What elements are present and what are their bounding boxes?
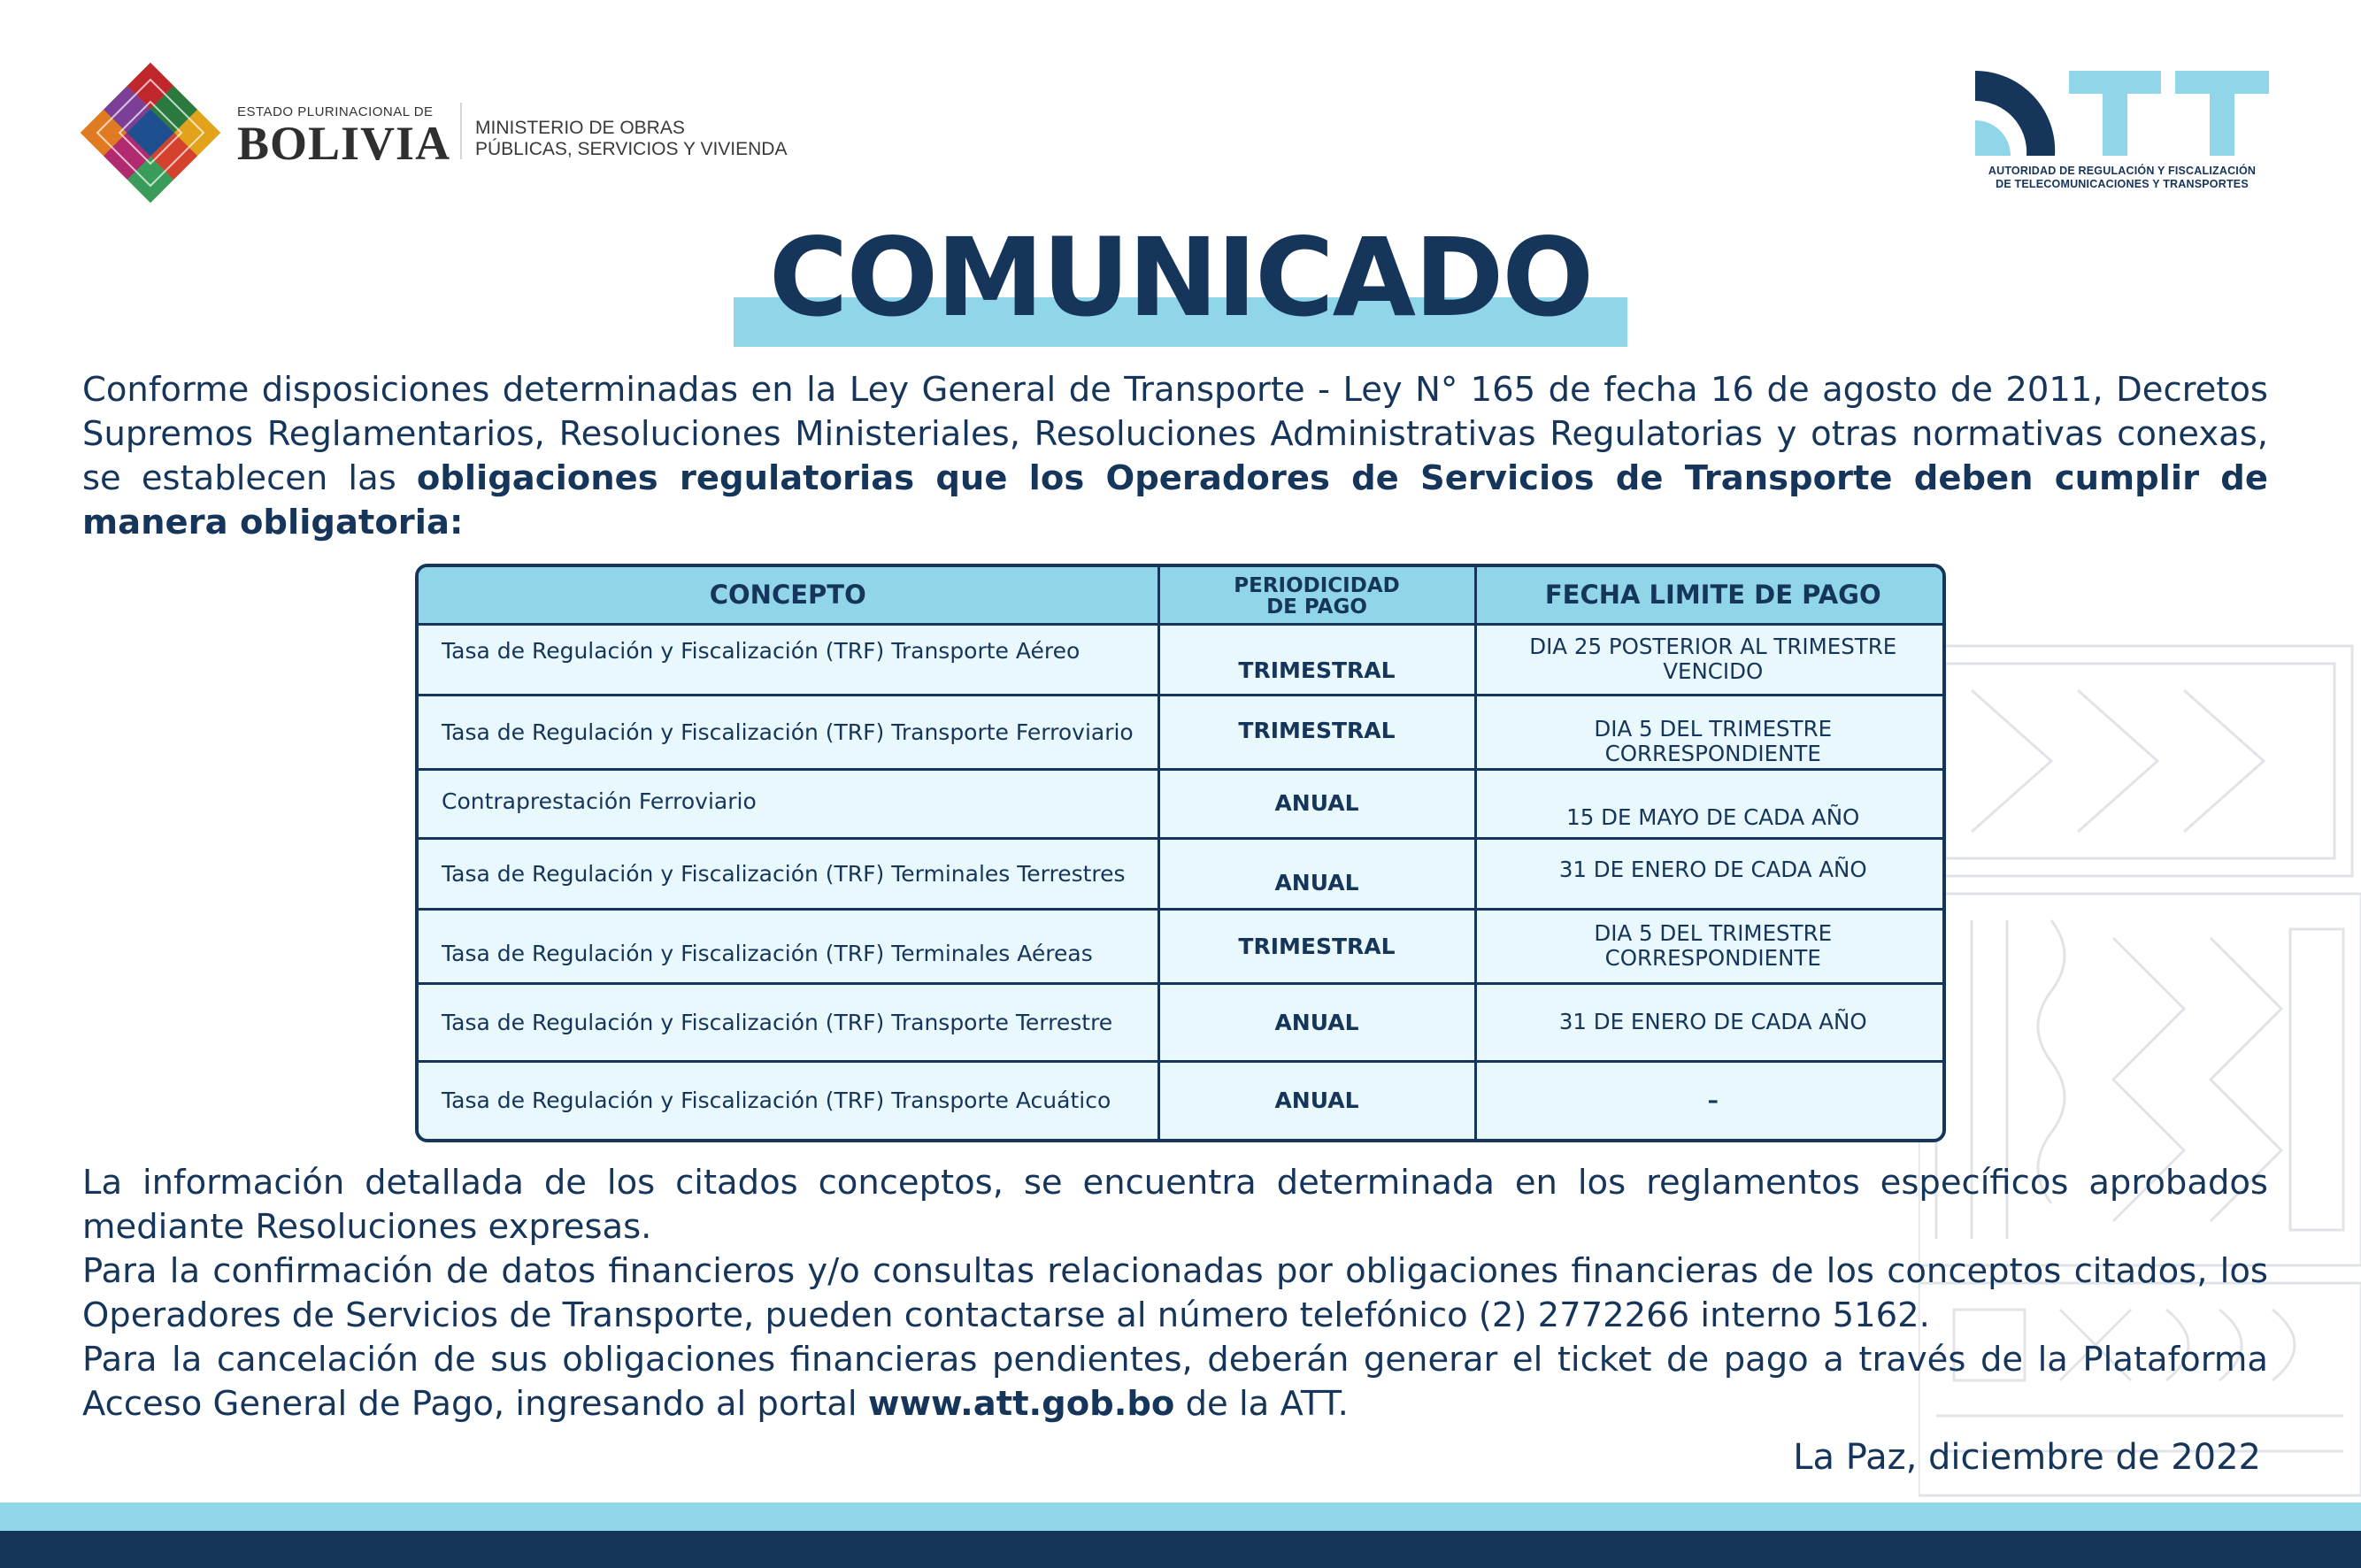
cell-concepto: Tasa de Regulación y Fiscalización (TRF) Terminales Aéreas (419, 909, 1158, 983)
footer-band-dark (0, 1531, 2361, 1568)
body-paragraph-1: La información detallada de los citados conceptos, se encuentra determinada en los reglamentos específicos aprobados mediante Resoluciones expresas. (82, 1163, 2268, 1247)
table-header-row (419, 567, 1946, 624)
att-logo-icon (1975, 71, 2269, 156)
ministerio-label (475, 118, 787, 160)
cell-periodicidad: ANUAL (1158, 838, 1475, 909)
table-row (419, 769, 1946, 838)
footer-band-light (0, 1503, 2361, 1531)
cell-concepto: Tasa de Regulación y Fiscalización (TRF) Transporte Aéreo (419, 624, 1158, 695)
cell-periodicidad: ANUAL (1158, 1061, 1475, 1139)
page-title: COMUNICADO (768, 215, 1593, 341)
cell-fecha: 31 DE ENERO DE CADA AÑO (1475, 838, 1946, 909)
header-fecha: FECHA LIMITE DE PAGO (1475, 567, 1946, 624)
table-row (419, 624, 1946, 695)
att-caption-line-2: DE TELECOMUNICACIONES Y TRANSPORTES (1996, 178, 2249, 190)
cell-periodicidad: ANUAL (1158, 769, 1475, 838)
table-row (419, 909, 1946, 983)
cell-periodicidad: TRIMESTRAL (1158, 695, 1475, 769)
body-paragraph-2: Para la confirmación de datos financieros y/o consultas relacionadas por obligaciones financieras de los conceptos citados, los Operadores de Servicios de Transporte, pueden contactarse al número telefónico (2) 2772266 interno 5162. (82, 1251, 2268, 1335)
bolivia-small-text: ESTADO PLURINACIONAL DE (237, 104, 434, 119)
cell-fecha: DIA 5 DEL TRIMESTRE CORRESPONDIENTE (1475, 695, 1946, 769)
intro-paragraph (82, 368, 2268, 545)
cell-fecha: DIA 25 POSTERIOR AL TRIMESTRE VENCIDO (1475, 624, 1946, 695)
cell-fecha: DIA 5 DEL TRIMESTRE CORRESPONDIENTE (1475, 909, 1946, 983)
intro-bold-text: obligaciones regulatorias que los Operadores de Servicios de Transporte deben cumplir de manera obligatoria: (82, 458, 2268, 542)
cell-periodicidad: TRIMESTRAL (1158, 624, 1475, 695)
att-website-link[interactable]: www.att.gob.bo (867, 1384, 1175, 1424)
cell-concepto: Tasa de Regulación y Fiscalización (TRF) Transporte Acuático (419, 1061, 1158, 1139)
cell-periodicidad: ANUAL (1158, 983, 1475, 1061)
cell-concepto: Tasa de Regulación y Fiscalización (TRF) Transporte Terrestre (419, 983, 1158, 1061)
obligations-table (415, 564, 1946, 1142)
table-row (419, 983, 1946, 1061)
att-caption-line-1: AUTORIDAD DE REGULACIÓN Y FISCALIZACIÓN (1988, 165, 2257, 177)
body-p3-before: Para la cancelación de sus obligaciones financieras pendientes, deberán generar el ticket de pago a través de la Plataforma Acceso General de Pago, ingresando al portal (82, 1340, 2268, 1424)
cell-fecha: 15 DE MAYO DE CADA AÑO (1475, 769, 1946, 838)
cell-concepto: Tasa de Regulación y Fiscalización (TRF) Transporte Ferroviario (419, 695, 1158, 769)
table-row (419, 695, 1946, 769)
cell-fecha: 31 DE ENERO DE CADA AÑO (1475, 983, 1946, 1061)
body-p3-after: de la ATT. (1174, 1384, 1349, 1424)
header-concepto: CONCEPTO (419, 567, 1158, 624)
cell-concepto: Contraprestación Ferroviario (419, 769, 1158, 838)
ministerio-line-1: MINISTERIO DE OBRAS (475, 118, 685, 138)
cell-periodicidad: TRIMESTRAL (1158, 909, 1475, 983)
bolivia-big-text: BOLIVIA (237, 117, 451, 170)
header-divider (460, 103, 462, 159)
intro-normal-text: Conforme disposiciones determinadas en la Ley General de Transporte - Ley N° 165 de fecha 16 de agosto de 2011, Decretos Supremos Reglamentarios, Resoluciones Ministeriales, Resoluciones Administrativas Regulatorias y otras normativas conexas, se establecen las (82, 370, 2268, 498)
table-row (419, 838, 1946, 909)
att-caption (1961, 165, 2283, 191)
header-periodicidad (1158, 567, 1475, 624)
ministerio-line-2: PÚBLICAS, SERVICIOS Y VIVIENDA (475, 139, 788, 159)
cell-fecha: – (1475, 1061, 1946, 1139)
cell-concepto: Tasa de Regulación y Fiscalización (TRF) Terminales Terrestres (419, 838, 1158, 909)
place-date: La Paz, diciembre de 2022 (1793, 1437, 2261, 1478)
body-paragraph-3 (82, 1338, 2268, 1426)
header-periodicidad-line-2: DE PAGO (1266, 596, 1367, 619)
bolivia-emblem-icon (80, 62, 221, 204)
header-periodicidad-line-1: PERIODICIDAD (1234, 574, 1400, 598)
bolivia-wordmark (237, 104, 451, 170)
table-row (419, 1061, 1946, 1139)
